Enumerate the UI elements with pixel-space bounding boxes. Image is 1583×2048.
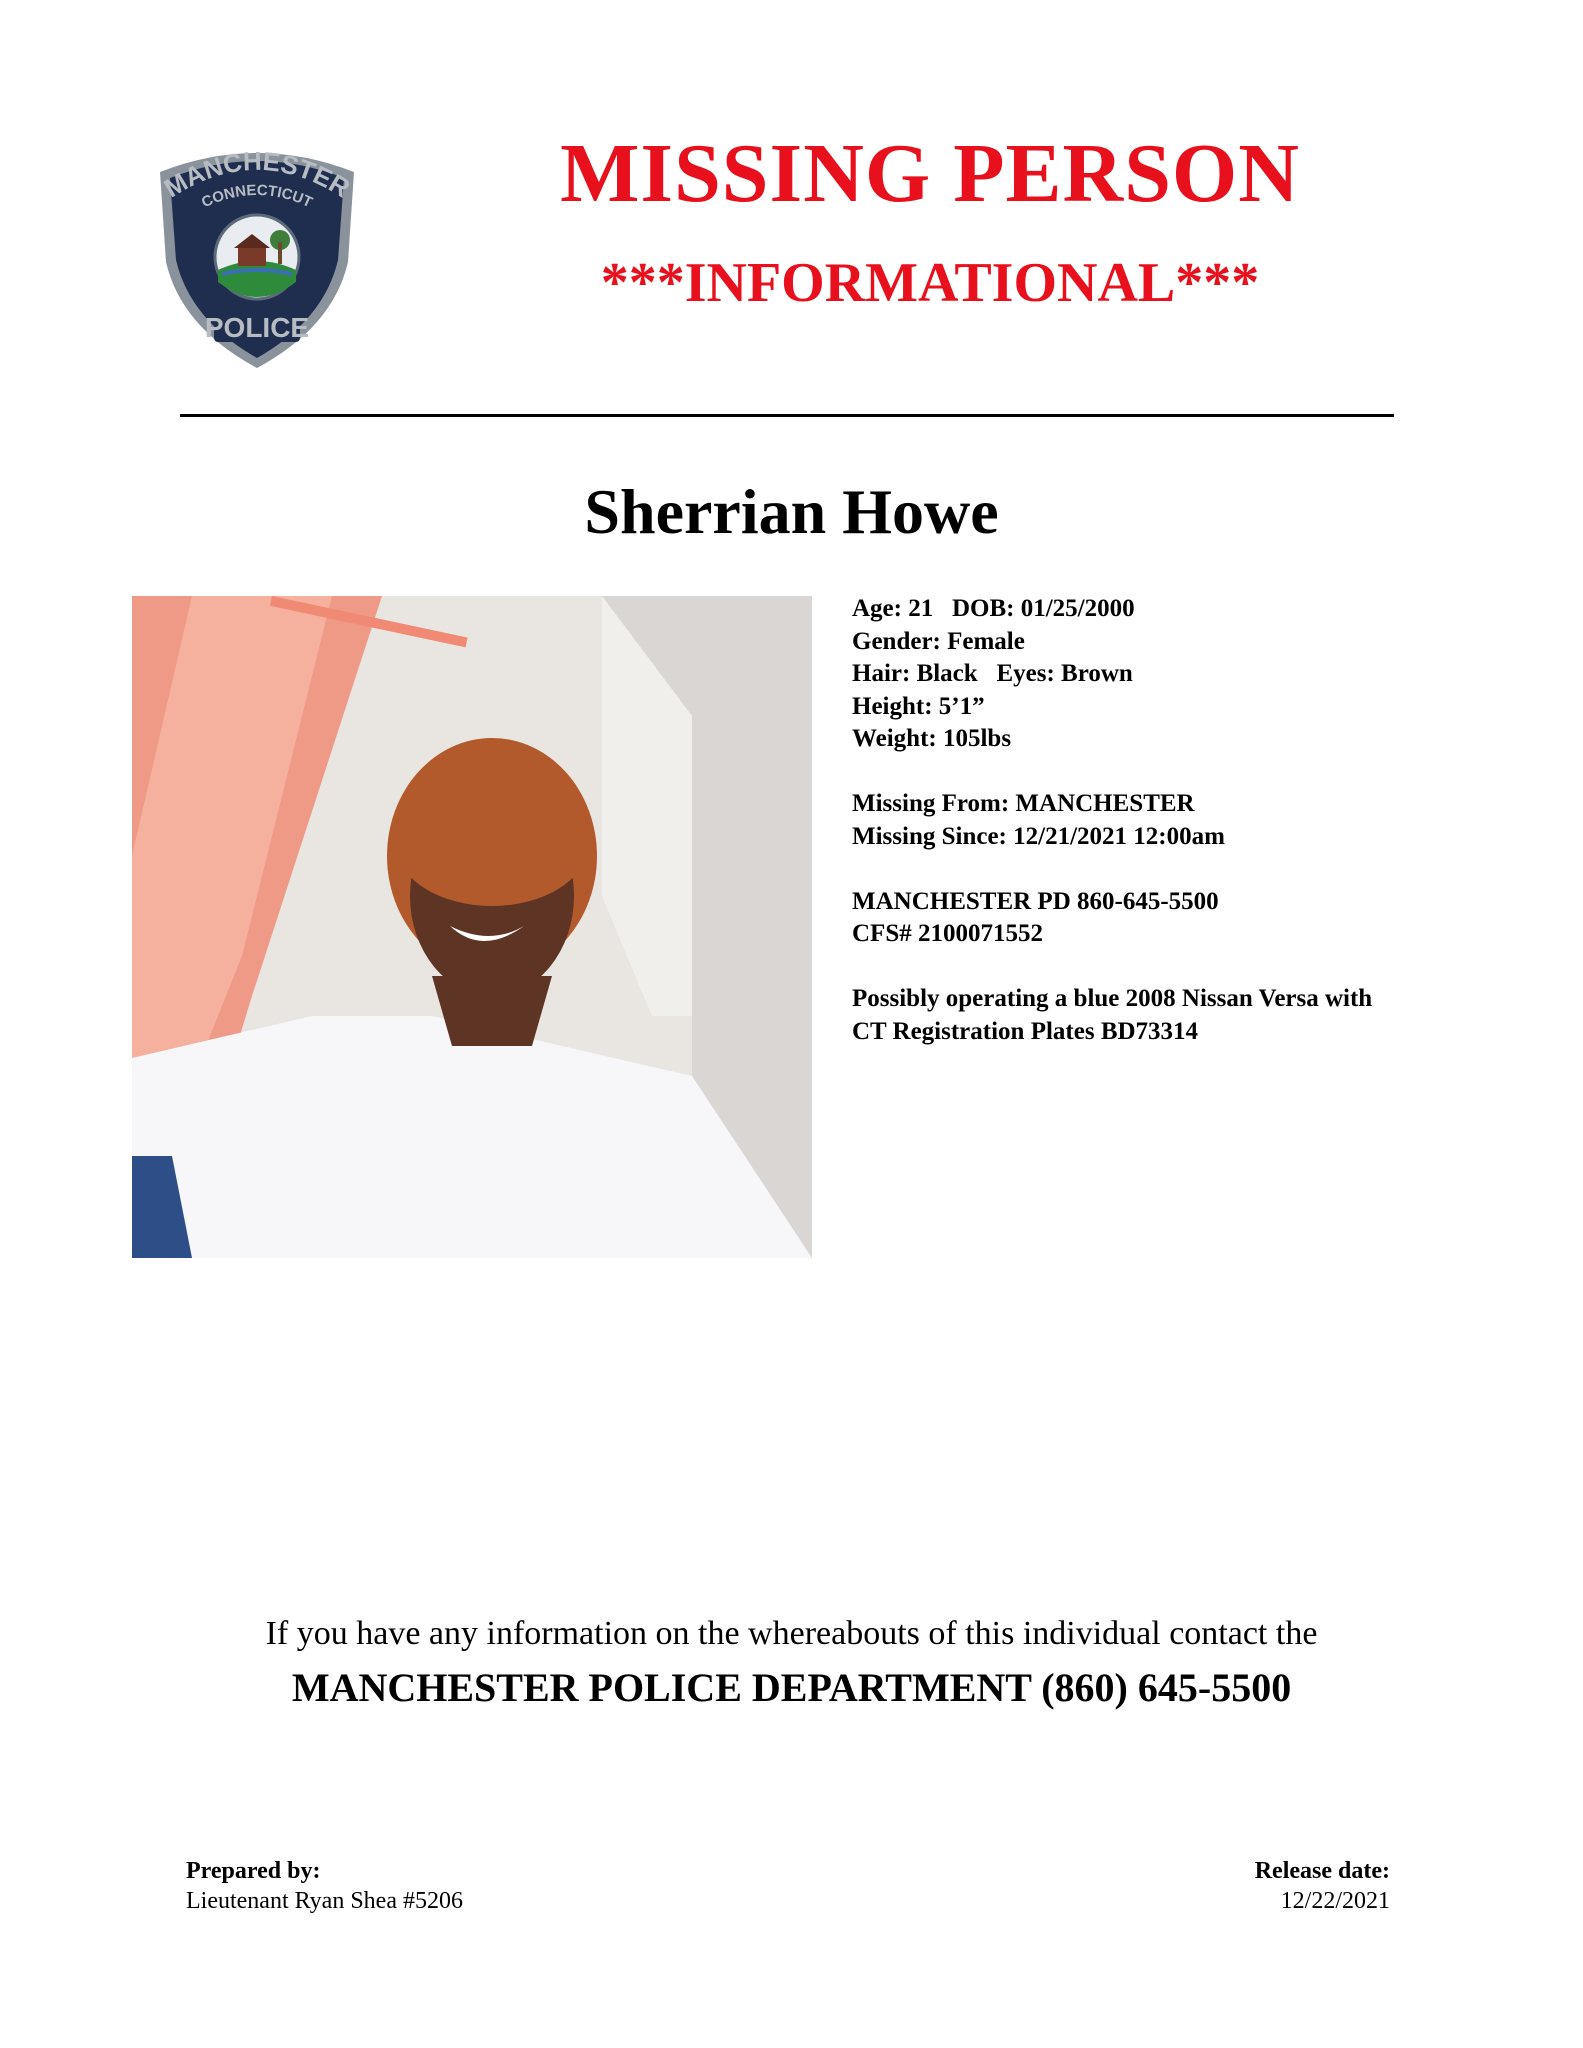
spacer [852,756,1492,789]
person-photo [132,596,812,1258]
hair-eyes-row [852,658,1492,691]
badge-bottom-text: POLICE [204,312,310,343]
dob-text: DOB: 01/25/2000 [951,595,1135,622]
age-dob-row [852,593,1492,626]
hair-text: Hair: Black [852,660,978,687]
height-text: Height: 5’1” [852,692,985,720]
cfs-number-text: CFS# 2100071552 [852,920,1043,947]
prepared-by-label: Prepared by: [186,1858,321,1884]
prepared-by-name: Lieutenant Ryan Shea #5206 [186,1888,463,1914]
gender-text: Gender: Female [852,627,1025,655]
page-title: MISSING PERSON [560,127,1300,220]
person-details [852,593,1492,1048]
person-name: Sherrian Howe [584,476,999,547]
spacer [852,853,1492,886]
age-text: Age: 21 [852,595,934,622]
page-subtitle: ***INFORMATIONAL*** [600,252,1260,314]
badge-mid-text: CONNECTICUT [199,181,315,212]
eyes-text: Eyes: Brown [996,660,1133,687]
badge-top-text: MANCHESTER [158,145,356,204]
release-date-value: 12/22/2021 [1280,1888,1390,1914]
spacer [852,951,1492,984]
vehicle-text-line1: Possibly operating a blue 2008 Nissan Versa with [852,985,1373,1012]
police-badge-logo [148,142,366,372]
header-divider [180,414,1394,417]
contact-department: MANCHESTER POLICE DEPARTMENT (860) 645-5500 [291,1665,1292,1710]
pd-phone-text: MANCHESTER PD 860-645-5500 [852,887,1219,915]
release-date-label: Release date: [1254,1858,1390,1884]
missing-from-text: Missing From: MANCHESTER [852,790,1195,817]
vehicle-text-line2: CT Registration Plates BD73314 [852,1017,1199,1045]
missing-since-text: Missing Since: 12/21/2021 12:00am [852,822,1225,850]
contact-instruction: If you have any information on the whereabouts of this individual contact the [265,1615,1318,1652]
weight-text: Weight: 105lbs [852,725,1012,752]
